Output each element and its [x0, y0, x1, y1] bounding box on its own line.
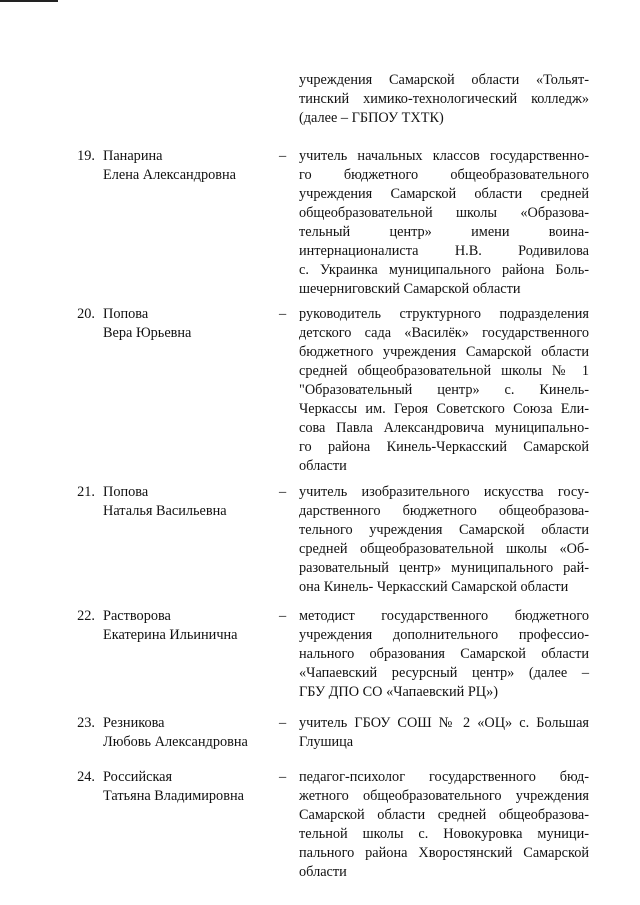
surname: Попова — [103, 484, 149, 500]
surname: Резникова — [103, 715, 165, 731]
entry-number: 19. — [77, 148, 95, 164]
text-line: тельной школы с. Новокуровка муници- — [299, 826, 589, 842]
surname: Панарина — [103, 148, 163, 164]
text-line: детского сада «Василёк» государственного — [299, 325, 589, 341]
text-line: нального образования Самарской области — [299, 646, 589, 662]
text-line: учитель начальных классов государственно- — [299, 148, 589, 164]
entry-number: 21. — [77, 484, 95, 500]
text-line: сова Павла Александровича муниципально- — [299, 420, 589, 436]
person-name — [103, 768, 278, 806]
position-description — [299, 607, 589, 702]
text-line: "Образовательный центр» с. Кинель- — [299, 382, 589, 398]
dash: – — [279, 306, 287, 322]
person-name — [103, 305, 278, 343]
text-line: области — [299, 458, 347, 474]
surname: Попова — [103, 306, 149, 322]
given-names: Елена Александровна — [103, 167, 237, 183]
dash: – — [279, 148, 287, 164]
text-line: с. Украинка муниципального района Боль- — [299, 262, 589, 278]
text-line: (далее – ГБПОУ ТХТК) — [299, 110, 444, 126]
position-description — [299, 305, 589, 476]
position-description — [299, 483, 589, 597]
text-line: учреждения Самарской области «Тольят- — [299, 72, 589, 88]
person-name — [103, 147, 278, 185]
surname: Растворова — [103, 608, 171, 624]
entry-number: 24. — [77, 769, 95, 785]
given-names: Татьяна Владимировна — [103, 788, 244, 804]
text-line: разовательный центр» муниципального рай- — [299, 560, 589, 576]
text-line: ГБУ ДПО СО «Чапаевский РЦ») — [299, 684, 499, 700]
entry-number: 23. — [77, 715, 95, 731]
dash: – — [279, 484, 287, 500]
text-line: «Чапаевский ресурсный центр» (далее – — [299, 665, 589, 681]
text-line: пального района Хворостянский Самарской — [299, 845, 589, 861]
given-names: Наталья Васильевна — [103, 503, 227, 519]
text-line: педагог-психолог государственного бюд- — [299, 769, 589, 785]
position-description — [299, 714, 589, 752]
text-line: она Кинель- Черкасский Самарской области — [299, 579, 569, 595]
text-line: тельный центр» имени воина- — [299, 224, 589, 240]
text-line: средней общеобразовательной школы «Об- — [299, 541, 589, 557]
text-line: го района Кинель-Черкасский Самарской — [299, 439, 589, 455]
text-line: учитель изобразительного искусства госу- — [299, 484, 589, 500]
person-name — [103, 714, 278, 752]
top-rule — [0, 0, 58, 2]
text-line: общеобразовательной школы «Образова- — [299, 205, 589, 221]
dash: – — [279, 608, 287, 624]
text-line: Черкассы им. Героя Советского Союза Ели- — [299, 401, 589, 417]
given-names: Вера Юрьевна — [103, 325, 192, 341]
text-line: интернационалиста Н.В. Родивилова — [299, 243, 589, 259]
text-line: методист государственного бюджетного — [299, 608, 589, 624]
dash: – — [279, 715, 287, 731]
entry-number: 20. — [77, 306, 95, 322]
text-line: руководитель структурного подразделения — [299, 306, 589, 322]
given-names: Екатерина Ильинична — [103, 627, 238, 643]
surname: Российская — [103, 769, 173, 785]
text-line: дарственного бюджетного общеобразова- — [299, 503, 589, 519]
position-description — [299, 768, 589, 882]
text-line: го бюджетного общеобразовательного — [299, 167, 589, 183]
text-line: учреждения дополнительного профессио- — [299, 627, 589, 643]
text-line: Глушица — [299, 734, 354, 750]
given-names: Любовь Александровна — [103, 734, 248, 750]
entry-number: 22. — [77, 608, 95, 624]
text-line: области — [299, 864, 347, 880]
text-line: Самарской области средней общеобразова- — [299, 807, 589, 823]
text-line: шечерниговский Самарской области — [299, 281, 521, 297]
text-line: учитель ГБОУ СОШ № 2 «ОЦ» с. Большая — [299, 715, 589, 731]
text-line: тинский химико-технологический колледж» — [299, 91, 589, 107]
text-line: бюджетного учреждения Самарской области — [299, 344, 589, 360]
text-line: тельного учреждения Самарской области — [299, 522, 589, 538]
person-name — [103, 483, 278, 521]
position-description — [299, 147, 589, 299]
text-line: средней общеобразовательной школы № 1 — [299, 363, 589, 379]
text-line: учреждения Самарской области средней — [299, 186, 589, 202]
person-name — [103, 607, 278, 645]
dash: – — [279, 769, 287, 785]
text-line: жетного общеобразовательного учреждения — [299, 788, 589, 804]
continuation-text — [299, 71, 589, 128]
